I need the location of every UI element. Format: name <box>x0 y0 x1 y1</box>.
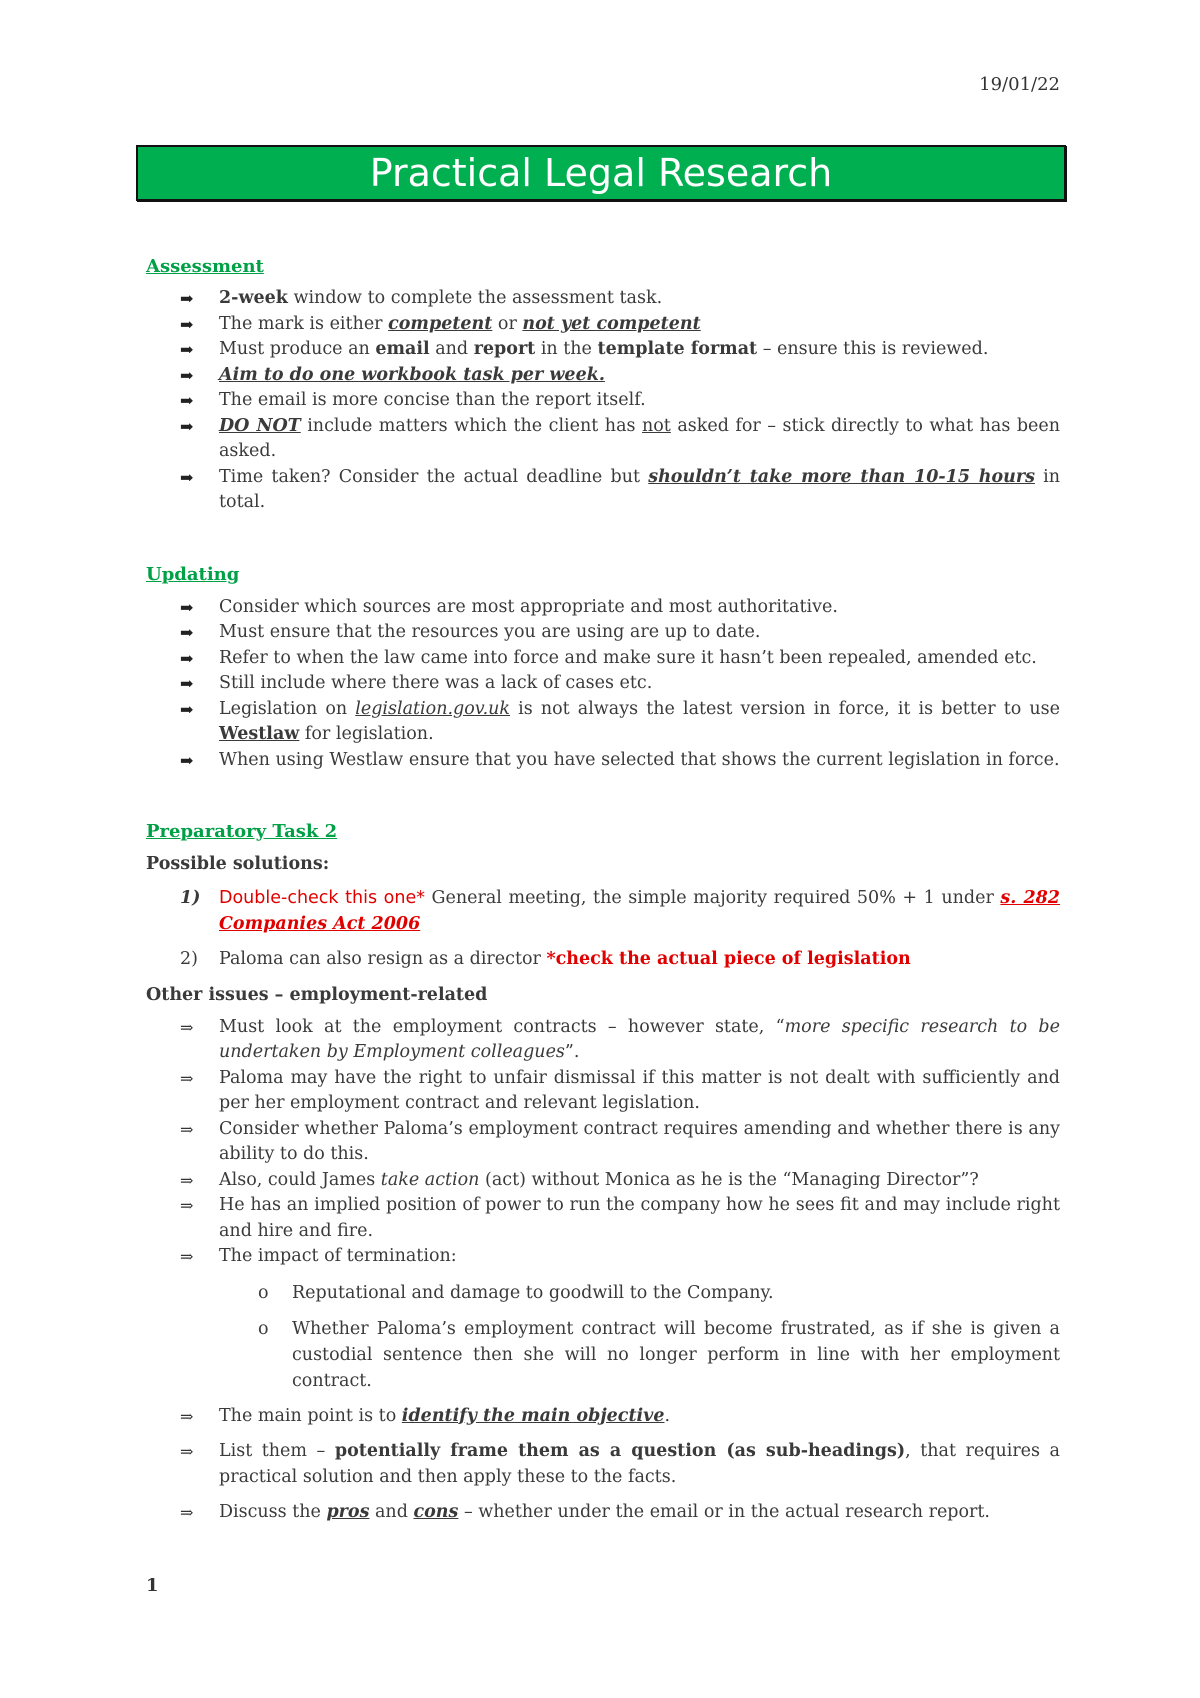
section-heading-updating: Updating <box>146 563 240 585</box>
page-number: 1 <box>146 1575 159 1596</box>
list-item: ➡ When using Westlaw ensure that you have selected that shows the current legislation in force. <box>146 748 1060 774</box>
circle-bullet-icon: o <box>258 1282 269 1303</box>
list-item: ⇒ List them – potentially frame them as a question (as sub-headings), that requires a practical solution and then apply these to the facts. <box>180 1441 1060 1487</box>
list-item: ➡ The mark is either competent or not yet competent <box>146 312 1060 338</box>
list-item: ⇒ Must look at the employment contracts – however state, “more specific research to be undertaken by Employment colleagues”. <box>180 1016 1060 1062</box>
list-item: 2) Paloma can also resign as a director *check the actual piece of legislation <box>146 947 1060 973</box>
arrow-bullet-icon: ➡ <box>180 623 194 642</box>
circle-bullet-icon: o <box>258 1318 269 1339</box>
arrow-bullet-icon: ➡ <box>180 416 194 436</box>
list-item: ➡ 2-week window to complete the assessment task. <box>146 286 1060 312</box>
double-arrow-bullet-icon: ⇒ <box>180 1068 194 1088</box>
list-item: ⇒ Consider whether Paloma’s employment contract requires amending and whether there is any ability to do this. <box>180 1118 1060 1164</box>
section-heading-assessment: Assessment <box>146 256 264 277</box>
list-item: ➡ Still include where there was a lack of cases etc. <box>146 671 1060 697</box>
double-arrow-bullet-icon: ⇒ <box>180 1406 194 1426</box>
list-item: ➡ Time taken? Consider the actual deadline but shouldn’t take more than 10-15 hours in total. <box>180 466 1060 512</box>
double-arrow-bullet-icon: ⇒ <box>180 1196 194 1215</box>
title-banner <box>136 145 1066 201</box>
list-item: o Whether Paloma’s employment contract will become frustrated, as if she is given a custodial sentence then she will no longer perform in line with her employment contract. <box>146 1316 1060 1394</box>
double-arrow-bullet-icon: ⇒ <box>180 1170 194 1190</box>
list-item: ➡ Legislation on legislation.gov.uk is not always the latest version in force, it is better to use Westlaw for legislation. <box>180 698 1061 744</box>
updating-list <box>146 595 1060 774</box>
assessment-list <box>146 286 1060 516</box>
list-item: ⇒ Discuss the pros and cons – whether under the email or in the actual research report. <box>146 1500 1060 1526</box>
arrow-bullet-icon: ➡ <box>180 699 194 719</box>
list-item: ➡ Must produce an email and report in the template format – ensure this is reviewed. <box>146 337 1060 363</box>
list-item: ➡ The email is more concise than the report itself. <box>146 388 1060 414</box>
arrow-bullet-icon: ➡ <box>180 750 194 770</box>
double-arrow-bullet-icon: ⇒ <box>180 1442 194 1461</box>
arrow-bullet-icon: ➡ <box>180 597 194 617</box>
other-issues-list <box>146 1015 1060 1270</box>
other-issues-list-continued <box>146 1404 1060 1526</box>
list-item: ⇒ The main point is to identify the main objective. <box>146 1404 1060 1430</box>
section-heading-preparatory-task: Preparatory Task 2 <box>146 821 338 842</box>
arrow-bullet-icon: ➡ <box>180 391 194 410</box>
list-item: ⇒ Paloma may have the right to unfair dismissal if this matter is not dealt with sufficiently and per her employment contract and relevant legislation. <box>180 1067 1060 1113</box>
double-arrow-bullet-icon: ⇒ <box>180 1247 194 1266</box>
list-item: ➡ Refer to when the law came into force and make sure it hasn’t been repealed, amended etc. <box>146 646 1060 672</box>
solutions-list <box>146 886 1060 973</box>
double-arrow-bullet-icon: ⇒ <box>180 1017 194 1037</box>
list-item: ⇒ The impact of termination: <box>146 1244 1060 1270</box>
list-item: ➡ Aim to do one workbook task per week. <box>146 363 1060 389</box>
document-date: 19/01/22 <box>979 74 1060 95</box>
double-arrow-bullet-icon: ⇒ <box>180 1119 194 1139</box>
arrow-bullet-icon: ➡ <box>180 340 194 359</box>
document-content <box>146 256 1060 1526</box>
arrow-bullet-icon: ➡ <box>180 674 194 693</box>
double-arrow-bullet-icon: ⇒ <box>180 1503 194 1522</box>
list-item: ⇒ He has an implied position of power to run the company how he sees fit and may include right and hire and fire. <box>180 1195 1060 1241</box>
arrow-bullet-icon: ➡ <box>180 289 194 308</box>
possible-solutions-heading: Possible solutions: <box>146 854 330 874</box>
document-title: Practical Legal Research <box>369 151 833 195</box>
other-issues-heading: Other issues – employment-related <box>146 984 488 1005</box>
list-item: o Reputational and damage to goodwill to the Company. <box>146 1280 1060 1306</box>
list-number: 2) <box>180 949 198 969</box>
list-item: ➡ Consider which sources are most appropriate and most authoritative. <box>146 595 1060 621</box>
list-item: ➡ DO NOT include matters which the client has not asked for – stick directly to what has been asked. <box>180 415 1061 461</box>
arrow-bullet-icon: ➡ <box>180 648 194 668</box>
arrow-bullet-icon: ➡ <box>180 314 194 334</box>
list-item: ➡ Must ensure that the resources you are using are up to date. <box>146 620 1060 646</box>
legislation-link[interactable]: legislation.gov.uk <box>355 698 511 719</box>
list-item: ⇒ Also, could James take action (act) without Monica as he is the “Managing Director”? <box>146 1168 1060 1194</box>
arrow-bullet-icon: ➡ <box>180 467 194 487</box>
list-item: 1) Double-check this one* General meeting, the simple majority required 50% + 1 under s. 282 Companies Act 2006 <box>180 888 1060 934</box>
termination-impact-list <box>146 1280 1060 1394</box>
arrow-bullet-icon: ➡ <box>180 365 194 385</box>
list-number: 1) <box>180 888 201 908</box>
